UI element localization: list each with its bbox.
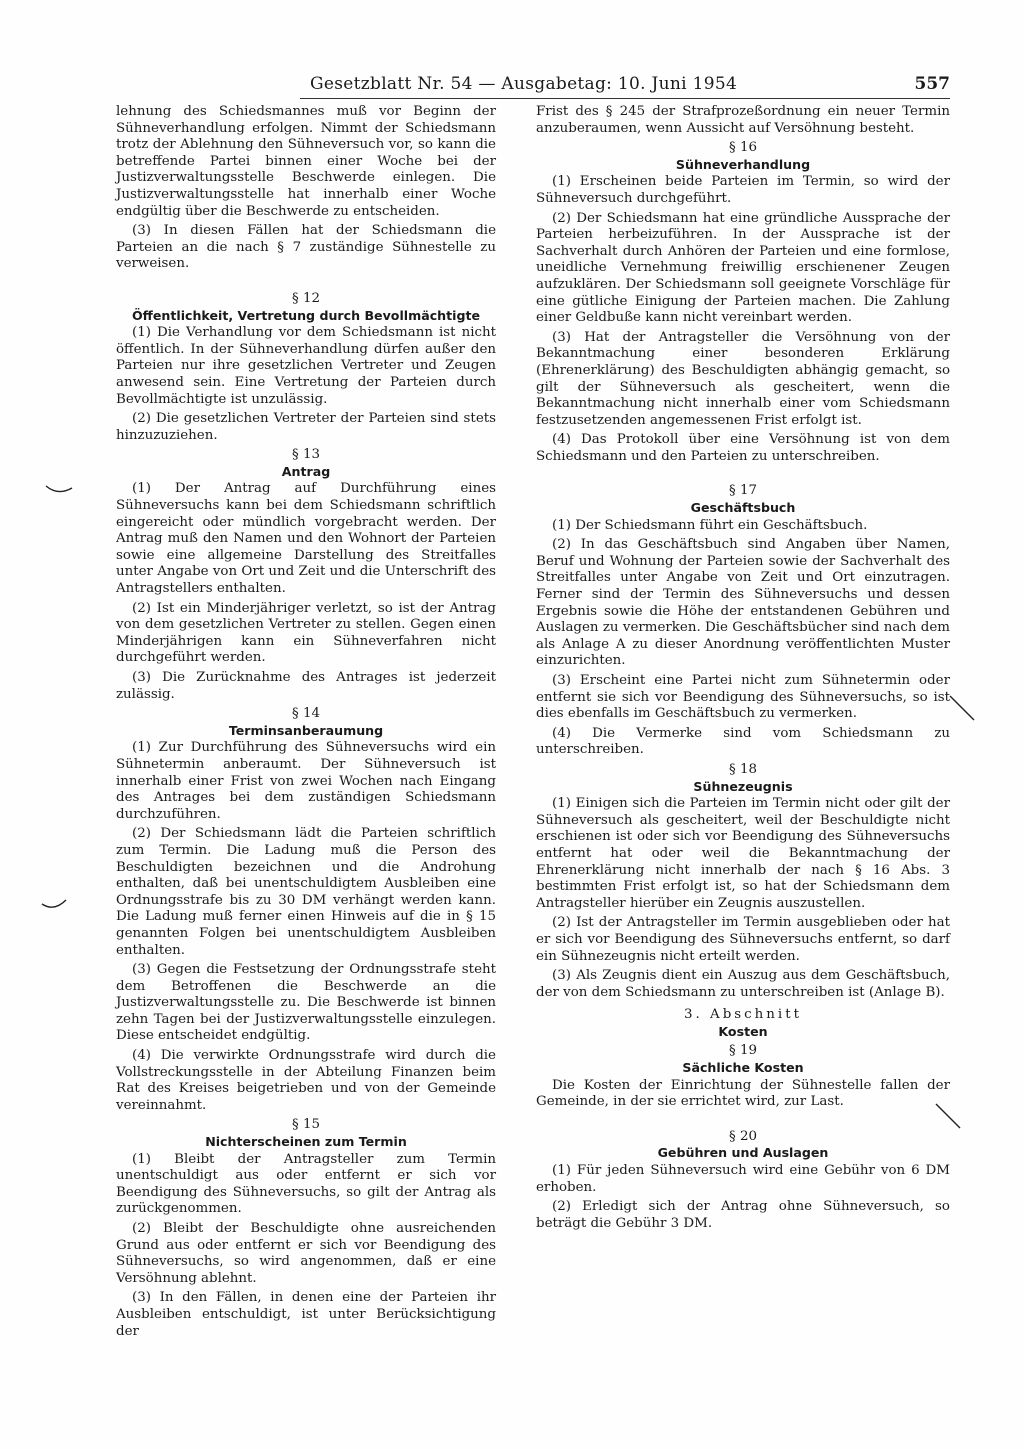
section-number: § 20 <box>729 1128 757 1144</box>
section-title: Antrag <box>281 463 331 479</box>
section-number: § 19 <box>729 1043 757 1059</box>
section-title: Geschäftsbuch <box>690 500 796 516</box>
paragraph: lehnung des Schiedsmannes muß vor Beginn der Sühneverhandlung erfolgen. Nimmt der Schiedsmann trotz der Ablehnung den Sühneversuch vor, so kann die betreffende Partei binnen einer Woche bei der Justizverwaltungsstelle Beschwerde einlegen. Die Justizverwaltungsstelle hat innerhalb einer Woche endgültig über die Beschwerde zu entscheiden. <box>116 104 496 219</box>
page-number: 557 <box>914 74 950 94</box>
section-number: § 16 <box>729 140 757 156</box>
paragraph: (1) Einigen sich die Parteien im Termin nicht oder gilt der Sühneversuch als gescheitert, weil der Beschuldigte nicht erschienen ist oder sich vor Beendigung des Sühneversuchs entfernt hat oder weil die Bekanntmachung der Ehrenerklärung nicht innerhalb der nach § 16 Abs. 3 bestimmten Frist erfolgt ist, so hat der Schiedsmann dem Antragsteller hierüber ein Zeugnis auszustellen. <box>536 796 950 911</box>
section-title: Terminsanberaumung <box>228 722 384 738</box>
paragraph: (1) Der Antrag auf Durchführung eines Sühneversuchs kann bei dem Schiedsmann schriftlich eingereicht oder mündlich vorgebracht werden. Der Antrag muß den Namen und den Wohnort der Parteien sowie eine allgemeine Darstellung des Streitfalles unter Angabe von Ort und Zeit und die Unterschrift des Antragstellers enthalten. <box>116 481 496 597</box>
paragraph: (1) Die Verhandlung vor dem Schiedsmann ist nicht öffentlich. In der Sühneverhandlung dürfen außer den Parteien nur ihre gesetzlichen Vertreter und Zeugen anwesend sein. Eine Vertretung der Parteien durch Bevollmächtigte ist unzulässig. <box>116 325 496 407</box>
section-number: § 12 <box>292 290 320 306</box>
paragraph: Frist des § 245 der Strafprozeßordnung ein neuer Termin anzuberaumen, wenn Aussicht auf Versöhnung besteht. <box>536 104 950 136</box>
header-rule <box>300 98 950 99</box>
section-number: § 13 <box>292 447 320 463</box>
paragraph: (2) Ist der Antragsteller im Termin ausgeblieben oder hat er sich vor Beendigung des Sühneversuchs entfernt, so darf ein Sühnezeugnis nicht erteilt werden. <box>536 915 950 964</box>
section-number: § 14 <box>292 706 320 722</box>
paragraph: (2) Ist ein Minderjähriger verletzt, so ist der Antrag von dem gesetzlichen Vertreter zu stellen. Gegen einen Minderjährigen kann ein Sühneverfahren nicht durchgeführt werden. <box>116 600 496 666</box>
section-number: § 17 <box>729 483 757 499</box>
section-title: Sühnezeugnis <box>693 778 793 794</box>
section-number: § 18 <box>729 761 757 777</box>
paragraph: (3) In den Fällen, in denen eine der Parteien ihr Ausbleiben entschuldigt, ist unter Berücksichtigung der <box>116 1290 496 1339</box>
paragraph: (3) In diesen Fällen hat der Schiedsmann die Parteien an die nach § 7 zuständige Sühnestelle zu verweisen. <box>116 223 496 272</box>
section-title: Gebühren und Auslagen <box>657 1145 829 1161</box>
running-title: Gesetzblatt Nr. 54 — Ausgabetag: 10. Juni 1954 <box>310 74 738 94</box>
margin-slash-mark <box>934 1102 964 1132</box>
margin-tick-mark <box>40 898 70 912</box>
section-number: § 15 <box>292 1117 320 1133</box>
paragraph: (2) Der Schiedsmann hat eine gründliche Aussprache der Parteien herbeizuführen. In der Aussprache ist der Sachverhalt durch Anhören der Parteien und eine formlose, uneidliche Vernehmung freiwillig erschienener Zeugen aufzuklären. Der Schiedsmann soll geeignete Vorschläge für eine gütliche Einigung der Parteien machen. Die Zahlung einer Geldbuße kann nicht vereinbart werden. <box>536 210 950 326</box>
section-title: Sächliche Kosten <box>682 1060 804 1076</box>
paragraph: Die Kosten der Einrichtung der Sühnestelle fallen der Gemeinde, in der sie errichtet wird, zur Last. <box>536 1077 950 1110</box>
section-title: Sühneverhandlung <box>675 156 811 172</box>
section-title: Öffentlichkeit, Vertretung durch Bevollmächtigte <box>131 307 481 323</box>
page-header <box>300 74 950 98</box>
paragraph: (2) Erledigt sich der Antrag ohne Sühneversuch, so beträgt die Gebühr 3 DM. <box>536 1199 950 1231</box>
paragraph: (3) Die Zurücknahme des Antrages ist jederzeit zulässig. <box>116 670 496 702</box>
paragraph: (1) Für jeden Sühneversuch wird eine Gebühr von 6 DM erhoben. <box>536 1163 950 1195</box>
paragraph: (1) Erscheinen beide Parteien im Termin, so wird der Sühneversuch durchgeführt. <box>536 174 950 206</box>
right-column <box>536 104 950 1235</box>
paragraph: (4) Die Vermerke sind vom Schiedsmann zu unterschreiben. <box>536 725 950 758</box>
paragraph: (3) Hat der Antragsteller die Versöhnung von der Bekanntmachung einer besonderen Erklärung (Ehrenerklärung) des Beschuldigten abhängig gemacht, so gilt der Sühneversuch als gescheitert, wenn die Bekanntmachung nicht innerhalb einer vom Schiedsmann festzusetzenden angemessenen Frist erfolgt ist. <box>536 329 950 428</box>
paragraph: (2) In das Geschäftsbuch sind Angaben über Namen, Beruf und Wohnung der Parteien sowie der Sachverhalt des Streitfalles unter Angabe von Zeit und Ort einzutragen. Ferner sind der Termin des Sühneversuchs und dessen Ergebnis sowie die Höhe der entstandenen Gebühren und Auslagen zu vermerken. Die Geschäftsbücher sind nach dem als Anlage A zu dieser Anordnung veröffentlichten Muster einzurichten. <box>536 537 950 669</box>
margin-tick-mark <box>44 482 74 496</box>
paragraph: (3) Gegen die Festsetzung der Ordnungsstrafe steht dem Betroffenen die Beschwerde an die Justizverwaltungsstelle zu. Die Beschwerde ist binnen zehn Tagen bei der Justizverwaltungsstelle einzulegen. Diese entscheidet endgültig. <box>116 962 496 1044</box>
paragraph: (3) Als Zeugnis dient ein Auszug aus dem Geschäftsbuch, der von dem Schiedsmann zu unterschreiben ist (Anlage B). <box>536 968 950 1000</box>
paragraph: (2) Der Schiedsmann lädt die Parteien schriftlich zum Termin. Die Ladung muß die Person des Beschuldigten bezeichnen und die Androhung enthalten, daß bei unentschuldigtem Ausbleiben eine Ordnungsstrafe bis zu 30 DM verhängt werden kann. Die Ladung muß ferner einen Hinweis auf die in § 15 genannten Folgen bei unentschuldigtem Ausbleiben enthalten. <box>116 826 496 958</box>
chapter-title: Kosten <box>718 1023 768 1039</box>
paragraph: (4) Die verwirkte Ordnungsstrafe wird durch die Vollstreckungsstelle in der Abteilung Finanzen beim Rat des Kreises beigetrieben und von der Gemeinde vereinnahmt. <box>116 1048 496 1113</box>
paragraph: (1) Bleibt der Antragsteller zum Termin unentschuldigt aus oder entfernt er sich vor Beendigung des Sühneversuchs, so gilt der Antrag als zurückgenommen. <box>116 1151 496 1217</box>
paragraph: (3) Erscheint eine Partei nicht zum Sühnetermin oder entfernt sie sich vor Beendigung des Sühneversuchs, so ist dies ebenfalls im Geschäftsbuch zu vermerken. <box>536 673 950 722</box>
section-title: Nichterscheinen zum Termin <box>205 1134 407 1150</box>
paragraph: (4) Das Protokoll über eine Versöhnung ist von dem Schiedsmann und den Parteien zu unterschreiben. <box>536 432 950 464</box>
margin-slash-mark <box>948 694 978 724</box>
chapter-heading: 3. Abschnitt <box>684 1007 802 1023</box>
paragraph: (2) Bleibt der Beschuldigte ohne ausreichenden Grund aus oder entfernt er sich vor Beendigung des Sühneversuchs, so wird angenommen, daß er eine Versöhnung ablehnt. <box>116 1221 496 1286</box>
left-column <box>116 104 496 1343</box>
paragraph: (2) Die gesetzlichen Vertreter der Parteien sind stets hinzuzuziehen. <box>116 411 496 443</box>
paragraph: (1) Zur Durchführung des Sühneversuchs wird ein Sühnetermin anberaumt. Der Sühneversuch ist innerhalb einer Frist von zwei Wochen nach Eingang des Antrages bei dem zuständigen Schiedsmann durchzuführen. <box>116 740 496 822</box>
paragraph: (1) Der Schiedsmann führt ein Geschäftsbuch. <box>552 517 868 533</box>
